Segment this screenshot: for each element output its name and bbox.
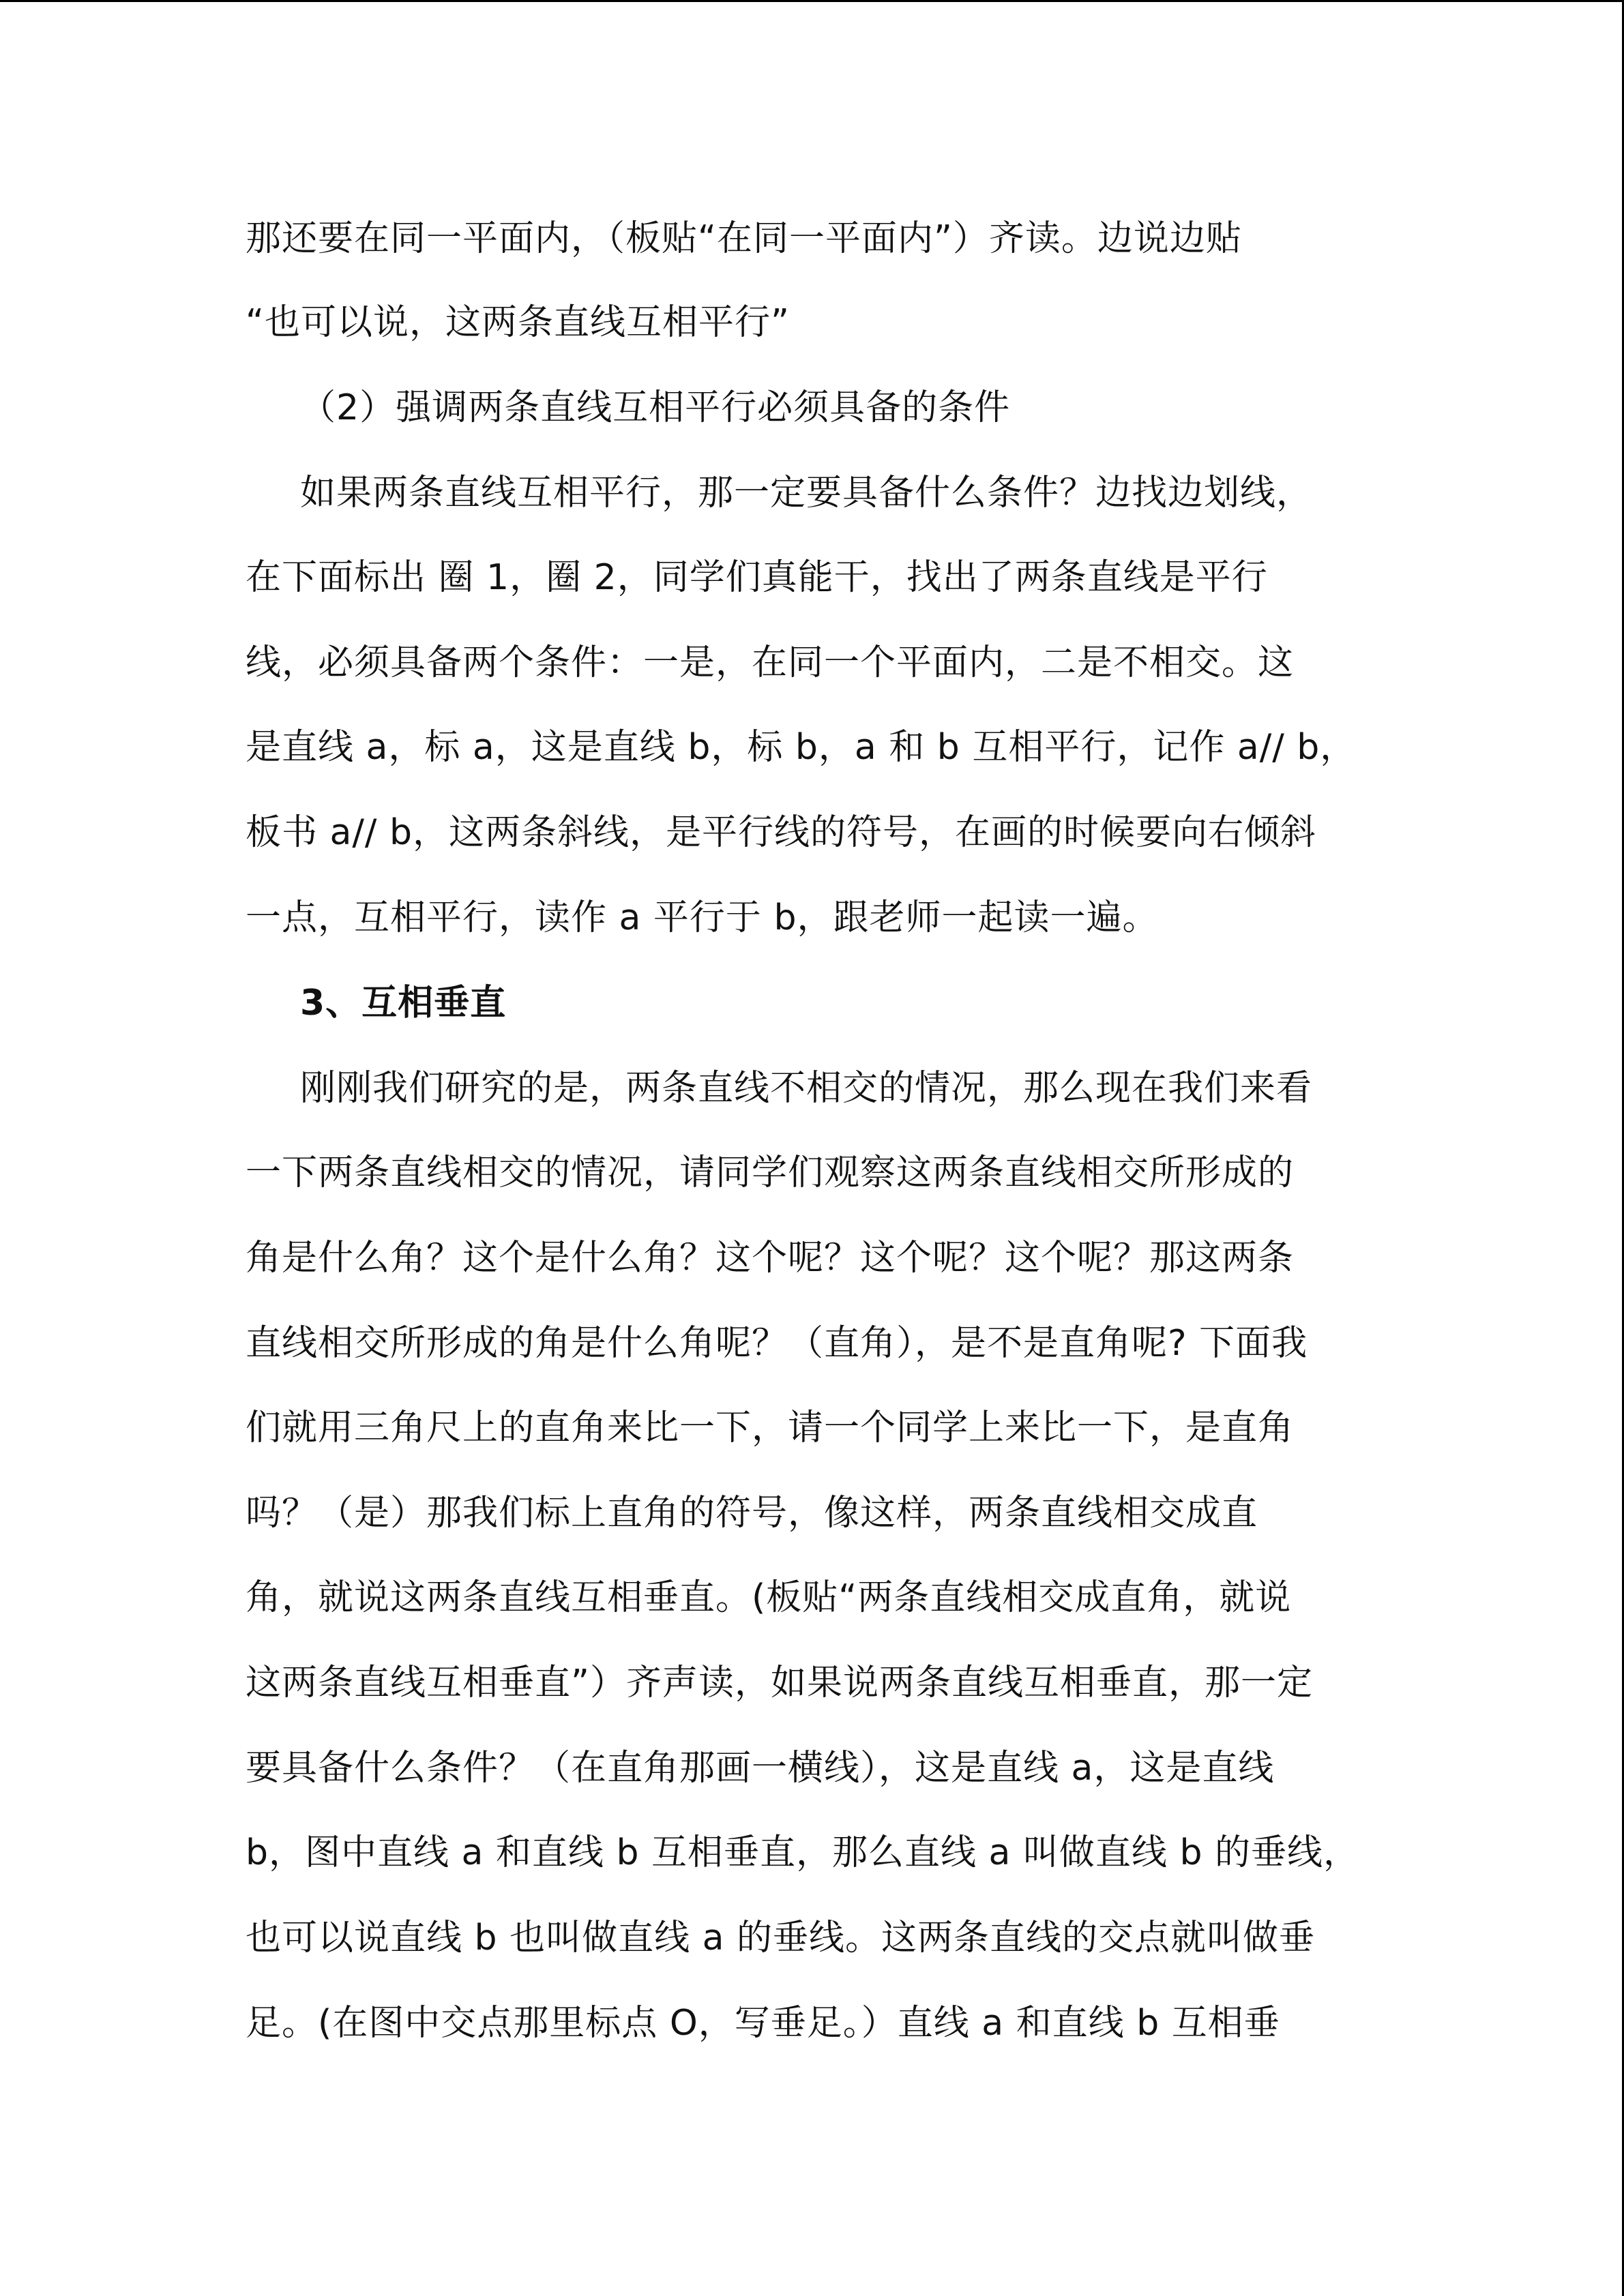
text-line: 一点，互相平行，读作 a 平行于 b，跟老师一起读一遍。 — [246, 897, 1159, 938]
text-line: 吗？（是）那我们标上直角的符号，像这样，两条直线相交成直 — [246, 1493, 1258, 1534]
text-line: 也可以说直线 b 也叫做直线 a 的垂线。这两条直线的交点就叫做垂 — [246, 1918, 1315, 1958]
text-line: 足。(在图中交点那里标点 O，写垂足。）直线 a 和直线 b 互相垂 — [246, 2003, 1280, 2044]
text-line: 板书 a// b，这两条斜线，是平行线的符号，在画的时候要向右倾斜 — [246, 812, 1316, 853]
text-line: 线，必须具备两个条件：一是，在同一个平面内，二是不相交。这 — [246, 642, 1295, 683]
text-line: 要具备什么条件？（在直角那画一横线），这是直线 a，这是直线 — [246, 1748, 1275, 1789]
text-line: 在下面标出 圈 1，圈 2，同学们真能干，找出了两条直线是平行 — [246, 557, 1268, 598]
text-line: 直线相交所形成的角是什么角呢？（直角），是不是直角呢? 下面我 — [246, 1323, 1308, 1364]
text-line: b，图中直线 a 和直线 b 互相垂直，那么直线 a 叫做直线 b 的垂线， — [246, 1832, 1359, 1873]
text-line: 这两条直线互相垂直”）齐声读，如果说两条直线互相垂直，那一定 — [246, 1663, 1313, 1703]
text-line: 角是什么角？这个是什么角？这个呢？这个呢？这个呢？那这两条 — [246, 1238, 1295, 1279]
text-line: 是直线 a，标 a，这是直线 b，标 b，a 和 b 互相平行，记作 a// b， — [246, 727, 1357, 768]
subheading: （2）强调两条直线互相平行必须具备的条件 — [300, 387, 1011, 428]
text-line: “也可以说，这两条直线互相平行” — [246, 302, 790, 343]
text-line: 角，就说这两条直线互相垂直。(板贴“两条直线相交成直角，就说 — [246, 1577, 1292, 1618]
section-heading: 3、互相垂直 — [300, 983, 507, 1024]
text-line: 那还要在同一平面内，（板贴“在同一平面内”）齐读。边说边贴 — [246, 218, 1242, 259]
text-line: 一下两条直线相交的情况，请同学们观察这两条直线相交所形成的 — [246, 1152, 1295, 1193]
text-line: 如果两条直线互相平行，那一定要具备什么条件？边找边划线， — [300, 473, 1313, 513]
page-border-top — [0, 0, 1624, 2]
text-line: 们就用三角尺上的直角来比一下，请一个同学上来比一下，是直角 — [246, 1407, 1295, 1448]
text-line: 刚刚我们研究的是，两条直线不相交的情况，那么现在我们来看 — [300, 1068, 1313, 1109]
